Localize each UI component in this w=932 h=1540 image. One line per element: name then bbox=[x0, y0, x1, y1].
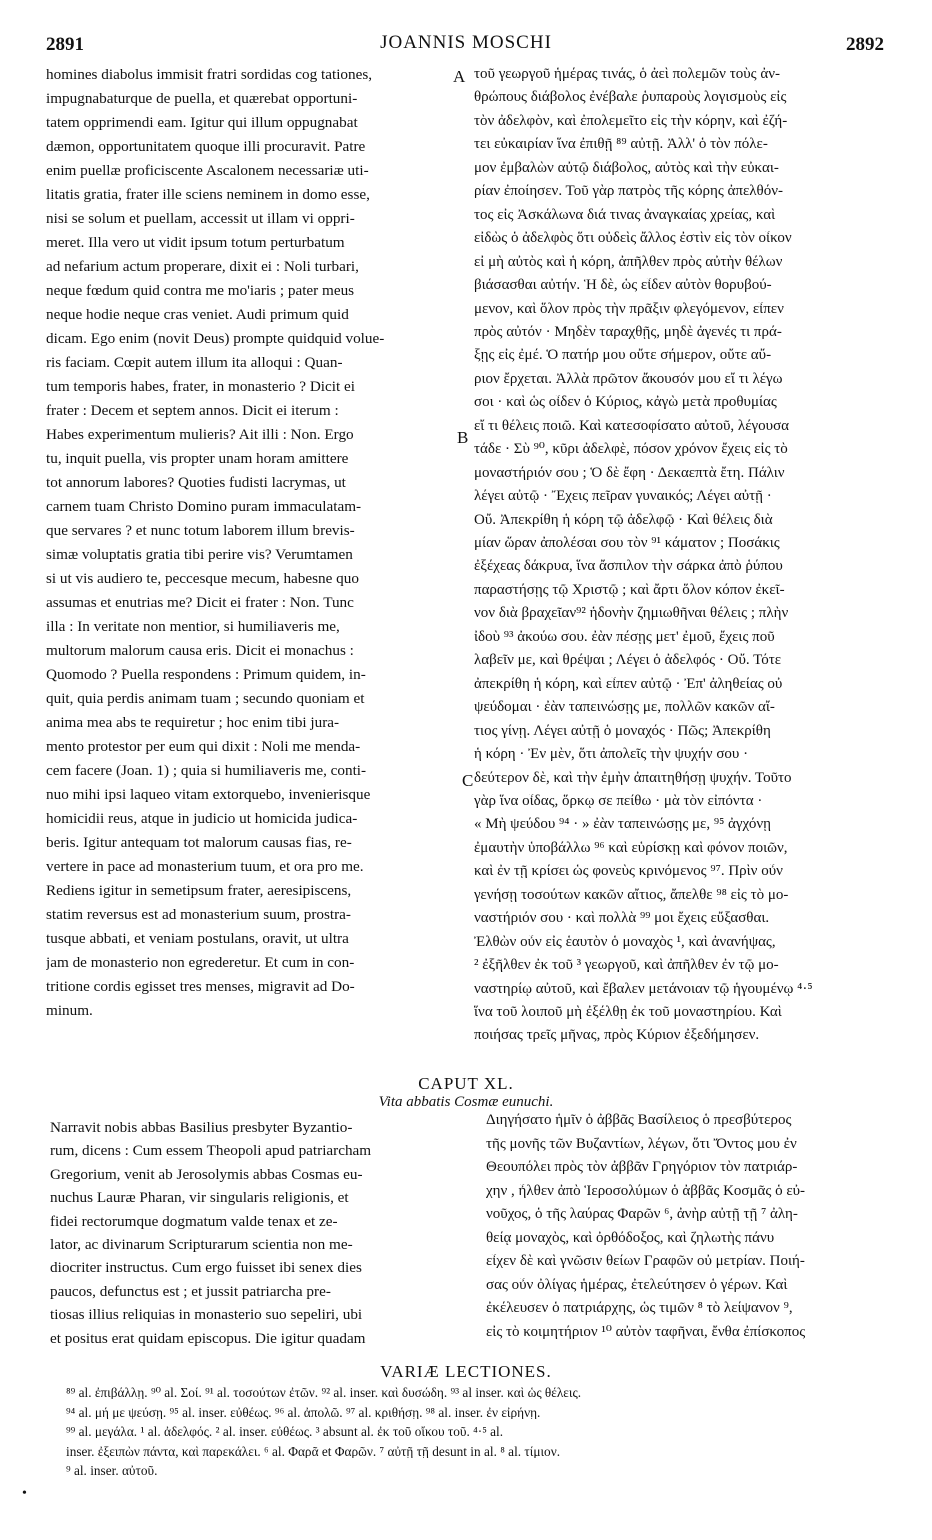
text-line: βιάσασθαι αὐτήν. Ἡ δὲ, ὡς εἶδεν αὐτὸν θορυβού- bbox=[474, 278, 772, 294]
text-line: σας οὖν ὀλίγας ἡμέρας, ἐτελεύτησεν ὁ γέρων. Καὶ bbox=[486, 1277, 788, 1293]
column-number-left: 2891 bbox=[46, 34, 84, 55]
text-line: μον ἐμβαλὼν αὐτῷ διάβολος, αὐτὸς καὶ τὴν εὐκαι- bbox=[474, 160, 779, 176]
text-line: εἶχεν δὲ καὶ γνῶσιν θείων Γραφῶν οὐ μετρίαν. Ποιή- bbox=[486, 1254, 805, 1269]
text-line: Διηγήσατο ἡμῖν ὁ ἀββᾶς Βασίλειος ὁ πρεσβύτερος bbox=[486, 1113, 792, 1128]
text-line: impugnabaturque de puella, et quærebat opportuni- bbox=[46, 91, 358, 107]
text-line: jam de monasterio non egrederetur. Et cum in con- bbox=[46, 955, 355, 971]
text-line: Οὔ. Ἀπεκρίθη ἡ κόρη τῷ ἀδελφῷ · Καὶ θέλεις διὰ bbox=[474, 512, 773, 528]
text-line: τει εὐκαιρίαν ἵνα ἐπιθῇ ⁸⁹ αὐτῇ. Ἀλλ' ὁ τὸν πόλε- bbox=[474, 137, 768, 153]
text-line: tot annorum labores? Quoties fudisti lacrymas, ut bbox=[46, 475, 346, 491]
text-line: multorum malorum causa eris. Dicit ei monachus : bbox=[46, 643, 354, 659]
text-line: ριον ἔρχεται. Ἀλλὰ πρῶτον ἄκουσόν μου εἴ τι λέγω bbox=[474, 371, 783, 387]
text-line: homicidii reus, atque in judicio ut homicida judica- bbox=[46, 811, 358, 827]
text-line: nuo mihi ipsi laqueo vitam extorquebo, invenierisque bbox=[46, 787, 371, 803]
text-line: καὶ ἐν τῇ κρίσει ὡς φονεὺς κρινόμενος ⁹⁷. Πρὶν οὖν bbox=[474, 864, 783, 880]
text-line: mento protestor per eum qui dixit : Noli me menda- bbox=[46, 739, 361, 755]
text-line: λέγει αὐτῷ · Ἔχεις πεῖραν γυναικός; Λέγει αὐτῇ · bbox=[474, 489, 772, 505]
text-line: illa : In veritate non mentior, si humiliaveris me, bbox=[46, 619, 340, 635]
text-line: litatis gratia, frater ille sciens neminem in domo esse, bbox=[46, 187, 370, 203]
text-line: χην , ἦλθεν ἀπὸ Ἱεροσολύμων ὁ ἀββᾶς Κοσμᾶς ὁ εὐ- bbox=[486, 1183, 806, 1199]
text-line: ποιήσας τρεῖς μῆνας, πρὸς Κύριον ἐξεδήμησεν. bbox=[474, 1028, 760, 1044]
column-number-right: 2892 bbox=[846, 34, 884, 55]
text-line: homines diabolus immisit fratri sordidas cog tationes, bbox=[46, 67, 373, 83]
text-line: simæ voluptatis gratia tibi perire vis? Verumtamen bbox=[46, 547, 353, 563]
text-line: εἰς τὸ κοιμητήριον ¹⁰ αὐτὸν ταφῆναι, ἔνθα ἐπίσκοπος bbox=[486, 1324, 806, 1340]
text-line: τιος γίνῃ. Λέγει αὐτῇ ὁ μοναχός · Πῶς; Ἀπεκρίθη bbox=[474, 723, 771, 739]
chapter-title: CAPUT XL. bbox=[418, 1074, 514, 1093]
text-line: vertere in pace ad monasterium tuum, et ora pro me. bbox=[46, 859, 364, 875]
text-line: et positus erat quidam episcopus. Die igitur quadam bbox=[50, 1330, 366, 1346]
text-line: ἐξέχεας δάκρυα, ἵνα ἄσπιλον τὴν σάρκα ἀπὸ ῥύπου bbox=[474, 559, 783, 575]
text-line: tum temporis habes, frater, in monasterio ? Dicit ei bbox=[46, 379, 355, 395]
text-line: ⁸⁹ al. ἐπιβάλλῃ. ⁹⁰ al. Σοί. ⁹¹ al. τοσούτων ἐτῶν. ⁹² al. inser. καὶ δυσώδη. ⁹³ al inser. καὶ ὡς θέλεις. bbox=[66, 1386, 582, 1400]
text-line: quit, quia perdis animam tuam ; secundo quoniam et bbox=[46, 691, 365, 707]
text-line: θείᾳ μοναχὸς, καὶ ὀρθόδοξος, καὶ ζηλωτὴς πάνυ bbox=[486, 1230, 775, 1246]
text-line: Quomodo ? Puella respondens : Primum quidem, in- bbox=[46, 667, 366, 683]
text-line: εἰ μὴ αὐτὸς καὶ ἡ κόρη, ἀπῆλθεν πρὸς αὐτὴν θέλων bbox=[474, 254, 783, 270]
variae-lectiones-title: VARIÆ LECTIONES. bbox=[380, 1362, 552, 1381]
text-line: ναστήριόν σου · καὶ πολλὰ ⁹⁹ μοι ἔχεις εὔξασθαι. bbox=[474, 911, 770, 927]
text-line: lator, ac divinarum Scripturarum scientia non me- bbox=[50, 1237, 353, 1253]
text-line: εἰδὼς ὁ ἀδελφὸς ὅτι οὐδεὶς ἄλλος ἐστὶν εἰς τὸν οἶκον bbox=[474, 231, 792, 247]
text-line: tatem opprimendi eam. Igitur qui illum oppugnabat bbox=[46, 115, 358, 131]
section-marker-c: C bbox=[462, 771, 474, 790]
text-line: carnem tuam Christo Domino puram immaculatam- bbox=[46, 499, 362, 515]
text-line: cem facere (Joan. 1) ; quia si humiliaveris me, conti- bbox=[46, 763, 367, 779]
text-line: enim puellæ proficiscente Ascalonem necessariæ uti- bbox=[46, 163, 369, 179]
text-line: λαβεῖν με, καὶ θρέψαι ; Λέγει ὁ ἀδελφός · Οὔ. Τότε bbox=[474, 653, 782, 669]
text-line: τῆς μονῆς τῶν Βυζαντίων, λέγων, ὅτι Ὄντος μου ἐν bbox=[486, 1136, 797, 1152]
running-title: JOANNIS MOSCHI bbox=[380, 32, 552, 53]
text-line: ναστηρίῳ αὐτοῦ, καὶ ἔβαλεν μετάνοιαν τῷ ἡγουμένῳ ⁴·⁵ bbox=[474, 981, 813, 997]
text-line: statim reversus est ad monasterium suum, prostra- bbox=[46, 907, 351, 923]
text-line: neque fœdum quid contra me mo'iaris ; pater meus bbox=[46, 283, 355, 299]
text-line: ἐμαυτὴν ὑποβάλλω ⁹⁶ καὶ εὑρίσκῃ καὶ φόνον ποιῶν, bbox=[474, 840, 788, 856]
text-line: γὰρ ἵνα οἶδας, ὅρκῳ σε πείθω · μὰ τὸν εἰπόντα · bbox=[474, 793, 763, 809]
text-line: nisi se solum et puellam, accessit ut illam vi oppri- bbox=[46, 211, 355, 227]
text-line: ⁹ al. inser. αὐτοῦ. bbox=[66, 1464, 158, 1478]
text-line: paucos, defunctus est ; et jussit patriarcha pre- bbox=[50, 1283, 331, 1299]
text-line: dicam. Ego enim (novit Deus) prompte quidquid volue- bbox=[46, 331, 385, 347]
text-line: Narravit nobis abbas Basilius presbyter Byzantio- bbox=[50, 1120, 353, 1136]
text-line: ἡ κόρη · Ἐν μὲν, ὅτι ἀπολεῖς τὴν ψυχήν σου · bbox=[474, 747, 749, 763]
text-line: νοῦχος, ὁ τῆς λαύρας Φαρῶν ⁶, ἀνὴρ αὐτῇ τῇ ⁷ ἀλη- bbox=[486, 1207, 798, 1222]
section-marker-b: B bbox=[457, 428, 469, 447]
text-line: fidei rectorumque dogmatum valde tenax et ze- bbox=[50, 1213, 338, 1229]
chapter-subtitle: Vita abbatis Cosmæ eunuchi. bbox=[378, 1094, 554, 1110]
text-line: minum. bbox=[46, 1003, 93, 1019]
text-line: νον διὰ βραχεῖαν⁹² ἡδονὴν ζημιωθῆναι θέλεις ; πλὴν bbox=[474, 606, 789, 622]
text-line: Ἐλθὼν οὖν εἰς ἑαυτὸν ὁ μοναχὸς ¹, καὶ ἀνανήψας, bbox=[474, 934, 776, 950]
text-line: ² ἐξῆλθεν ἐκ τοῦ ³ γεωργοῦ, καὶ ἀπῆλθεν ἐν τῷ μο- bbox=[474, 958, 779, 974]
text-line: anima mea abs te requiretur ; hoc enim tibi jura- bbox=[46, 715, 340, 731]
text-line: Rediens igitur in semetipsum frater, aeresipiscens, bbox=[46, 883, 352, 899]
text-line: tusque abbati, et veniam postulans, oravit, ut ultra bbox=[46, 931, 349, 947]
text-line: ἐκέλευσεν ὁ πατριάρχης, ὡς τιμῶν ⁸ τὸ λείψανον ⁹, bbox=[486, 1301, 793, 1316]
text-line: dæmon, opportunitatem quoque illi procuravit. Patre bbox=[46, 139, 366, 155]
text-line: diocriter instructus. Cum ergo fuisset ibi senex dies bbox=[50, 1260, 362, 1276]
text-line: θρώπους διάβολος ἐνέβαλε ῥυπαροὺς λογισμοὺς εἰς bbox=[474, 90, 787, 106]
text-line: nuchus Lauræ Pharan, vir singularis religionis, et bbox=[50, 1190, 349, 1206]
text-line: μίαν ὥραν ἀπολέσαι σου τὸν ⁹¹ κάματον ; Ποσάκις bbox=[474, 536, 780, 551]
text-line: μοναστήριόν σου ; Ὁ δὲ ἔφη · Δεκαεπτὰ ἔτη. Πάλιν bbox=[474, 465, 785, 481]
text-line: πρὸς αὐτόν · Μηδὲν ταραχθῇς, μηδὲ ἀγενές τι πρά- bbox=[474, 324, 782, 340]
text-line: neque hodie neque cras veniet. Audi primum quid bbox=[46, 307, 349, 323]
text-line: tritione cordis egisset tres menses, migravit ad Do- bbox=[46, 979, 355, 995]
text-line: σοι · καὶ ὡς οἶδεν ὁ Κύριος, κἀγὼ μετὰ προθυμίας bbox=[474, 395, 777, 411]
text-line: ἰδοὺ ⁹³ ἀκούω σου. ἐὰν πέσῃς μετ' ἐμοῦ, ἔχεις ποῦ bbox=[474, 629, 775, 645]
text-line: frater : Decem et septem annos. Dicit ei iterum : bbox=[46, 403, 339, 419]
text-line: ρίαν ἐποίησεν. Τοῦ γὰρ πατρὸς τῆς κόρης ἀπελθόν- bbox=[474, 184, 784, 200]
text-line: tu, inquit puella, vis propter unam horam amittere bbox=[46, 451, 349, 467]
text-line: τὸν ἀδελφὸν, καὶ ἐπολεμεῖτο εἰς τὴν κόρην, καὶ ἐζή- bbox=[474, 113, 788, 129]
text-line: Gregorium, venit ab Jerosolymis abbas Cosmas eu- bbox=[50, 1166, 363, 1182]
text-line: ἵνα τοῦ λοιποῦ μὴ ἐξέλθῃ ἐκ τοῦ μοναστηρίου. Καὶ bbox=[474, 1005, 782, 1020]
text-line: Habes experimentum mulieris? Ait illi : Non. Ergo bbox=[46, 427, 354, 443]
text-line: τοῦ γεωργοῦ ἡμέρας τινάς, ὁ ἀεὶ πολεμῶν τοὺς ἀν- bbox=[474, 67, 780, 82]
text-line: ⁹⁴ al. μή με ψεύσῃ. ⁹⁵ al. inser. εὐθέως. ⁹⁶ al. ἀπολῶ. ⁹⁷ al. κριθήσῃ. ⁹⁸ al. inser. ἐν εἰρήνῃ. bbox=[66, 1405, 541, 1419]
text-line: que servares ? et nunc totum laborem illum brevis- bbox=[46, 523, 355, 539]
text-line: « Μὴ ψεύδου ⁹⁴ · » ἐὰν ταπεινώσῃς με, ⁹⁵ ἀγχόνῃ bbox=[474, 817, 771, 833]
text-line: meret. Illa vero ut vidit ipsum totum perturbatum bbox=[46, 235, 345, 251]
text-line: τάδε · Σὺ ⁹⁰, κῦρι ἀδελφὲ, πόσον χρόνον ἔχεις εἰς τὸ bbox=[474, 442, 788, 458]
section-marker-a: A bbox=[453, 67, 466, 86]
text-line: ⁹⁹ al. μεγάλα. ¹ al. ἀδελφός. ² al. inser. εὐθέως. ³ absunt al. ἐκ τοῦ οἴκου τοῦ. ⁴·⁵ al. bbox=[66, 1425, 504, 1439]
text-line: γενήσῃ τοσούτων κακῶν αἴτιος, ἄπελθε ⁹⁸ εἰς τὸ μο- bbox=[474, 887, 789, 903]
text-line: ris faciam. Cœpit autem illum ita alloqui : Quan- bbox=[46, 355, 343, 371]
text-line: εἴ τι θέλεις ποιῶ. Καὶ κατεσοφίσατο αὐτοῦ, λέγουσα bbox=[474, 418, 790, 434]
text-line: ξῃς εἰς ἐμέ. Ὁ πατήρ μου οὔτε σήμερον, οὔτε αὔ- bbox=[474, 348, 772, 364]
text-line: Θεουπόλει πρὸς τὸν ἀββᾶν Γρηγόριον τὸν πατριάρ- bbox=[486, 1160, 798, 1175]
text-line: μενον, καὶ ὅλον πρὸς τὴν πρᾶξιν φλεγόμενον, εἶπεν bbox=[474, 301, 784, 317]
text-line: ψεύδομαι · ἐὰν ταπεινώσῃς με, πολλῶν κακῶν αἴ- bbox=[474, 700, 775, 716]
text-line: ad nefarium actum properare, dixit ei : Noli turbari, bbox=[46, 259, 359, 275]
text-line: tiosas illius reliquias in monasterio suo sepeliri, ubi bbox=[50, 1307, 363, 1323]
text-line: assumas et enutrias me? Dicit ei frater : Non. Tunc bbox=[46, 595, 354, 611]
text-line: rum, dicens : Cum essem Theopoli apud patriarcham bbox=[50, 1143, 372, 1159]
stray-mark: • bbox=[22, 1486, 27, 1501]
text-line: si ut vis audiero te, peccesque mecum, habesne quo bbox=[46, 571, 359, 587]
text-line: τος εἰς Ἀσκάλωνα διά τινας ἀναγκαίας χρείας, καὶ bbox=[474, 207, 776, 223]
text-line: παραστήσῃς τῷ Χριστῷ ; καὶ ἄρτι ὅλον κόπον ἐκεῖ- bbox=[474, 582, 785, 598]
text-line: beris. Igitur antequam tot malorum causas fias, re- bbox=[46, 835, 352, 851]
text-line: ἀπεκρίθη ἡ κόρη, καὶ εἶπεν αὐτῷ · Ἐπ' ἀληθείας οὐ bbox=[474, 676, 783, 692]
text-line: δεύτερον δὲ, καὶ τὴν ἐμὴν ἀπαιτηθήσῃ ψυχήν. Τοῦτο bbox=[474, 770, 792, 786]
text-line: inser. ἐξειπὼν πάντα, καὶ παρεκάλει. ⁶ al. Φαρᾶ et Φαρῶν. ⁷ αὐτῇ τῇ desunt in al. ⁸ al. τίμιον. bbox=[66, 1444, 561, 1459]
